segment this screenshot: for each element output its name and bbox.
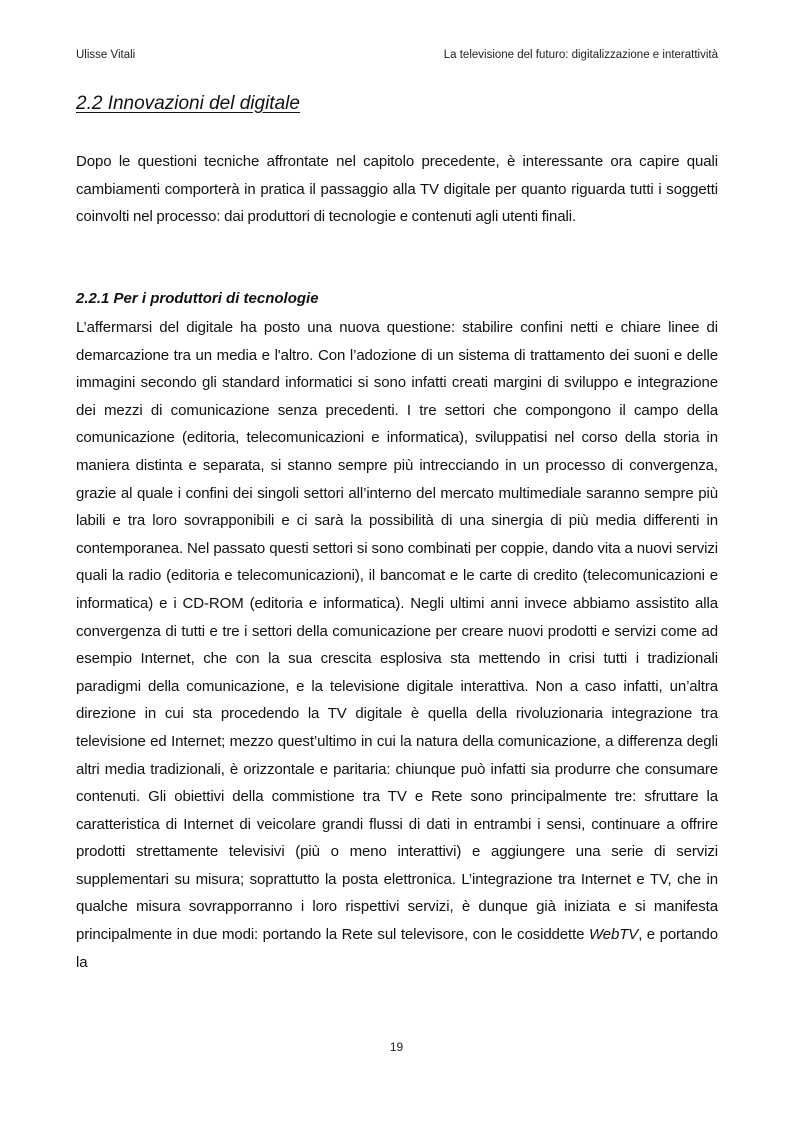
running-header bbox=[76, 48, 718, 62]
main-paragraph bbox=[76, 314, 718, 976]
header-author: Ulisse Vitali bbox=[76, 49, 136, 61]
intro-paragraph: Dopo le questioni tecniche affrontate nel capitolo precedente, è interessante ora capire quali cambiamenti comporterà in pratica il passaggio alla TV digitale per quanto riguarda tutti i soggetti coinvolti nel processo: dai produttori di tecnologie e contenuti agli utenti finali. bbox=[76, 153, 718, 226]
webtv-emphasis: WebTV bbox=[588, 926, 639, 944]
header-document-title: La televisione del futuro: digitalizzazione e interattività bbox=[443, 49, 718, 61]
main-paragraph-tail: , e portando la bbox=[76, 926, 718, 971]
main-paragraph-text: L’affermarsi del digitale ha posto una nuova questione: stabilire confini netti e chiare linee di demarcazione tra un media e l'altro. Con l’adozione di un sistema di trattamento dei suoni e delle immagini secondo gli standard informatici si sono infatti creati margini di sviluppo e integrazione dei mezzi di comunicazione senza precedenti. I tre settori che compongono il campo della comunicazione (editoria, telecomunicazioni e informatica), sviluppatisi nel corso della storia in maniera distinta e separata, si stanno sempre più intrecciando in un processo di convergenza, grazie al quale i confini dei singoli settori all’interno del mercato multimediale saranno sempre più labili e tra loro sovrapponibili e ci sarà la possibilità di una sinergia di più media differenti in contemporanea. Nel passato questi settori si sono combinati per coppie, dando vita a nuovi servizi quali la radio (editoria e telecomunicazioni), il bancomat e le carte di credito (telecomunicazioni e informatica) e i CD-ROM (editoria e informatica). Negli ultimi anni invece abbiamo assistito alla convergenza di tutti e tre i settori della comunicazione per creare nuovi prodotti e servizi come ad esempio Internet, che con la sua crescita esplosiva sta mettendo in crisi tutti i tradizionali paradigmi della comunicazione, e la televisione digitale interattiva. Non a caso infatti, un’altra direzione in cui sta procedendo la TV digitale è quella della rivoluzionaria integrazione tra televisione ed Internet; mezzo quest’ultimo in cui la natura della comunicazione, a differenza degli altri media tradizionali, è orizzontale e paritaria: chiunque può infatti sia produrre che consumare contenuti. Gli obiettivi della commistione tra TV e Rete sono principalmente tre: sfruttare la caratteristica di Internet di veicolare grandi flussi di dati in entrambi i sensi, continuare a offrire prodotti strettamente televisivi (più o meno interattivi) e aggiungere una serie di servizi supplementari su misura; soprattutto la posta elettronica. L’integrazione tra Internet e TV, che in qualche misura sovrapporranno i loro rispettivi servizi, è dunque già iniziata e si manifesta principalmente in due modi: portando la Rete sul televisore, con le cosiddette bbox=[76, 319, 718, 944]
subsection-title: 2.2.1 Per i produttori di tecnologie bbox=[76, 290, 319, 307]
section-title: 2.2 Innovazioni del digitale bbox=[76, 93, 300, 114]
page-number: 19 bbox=[389, 1040, 404, 1054]
